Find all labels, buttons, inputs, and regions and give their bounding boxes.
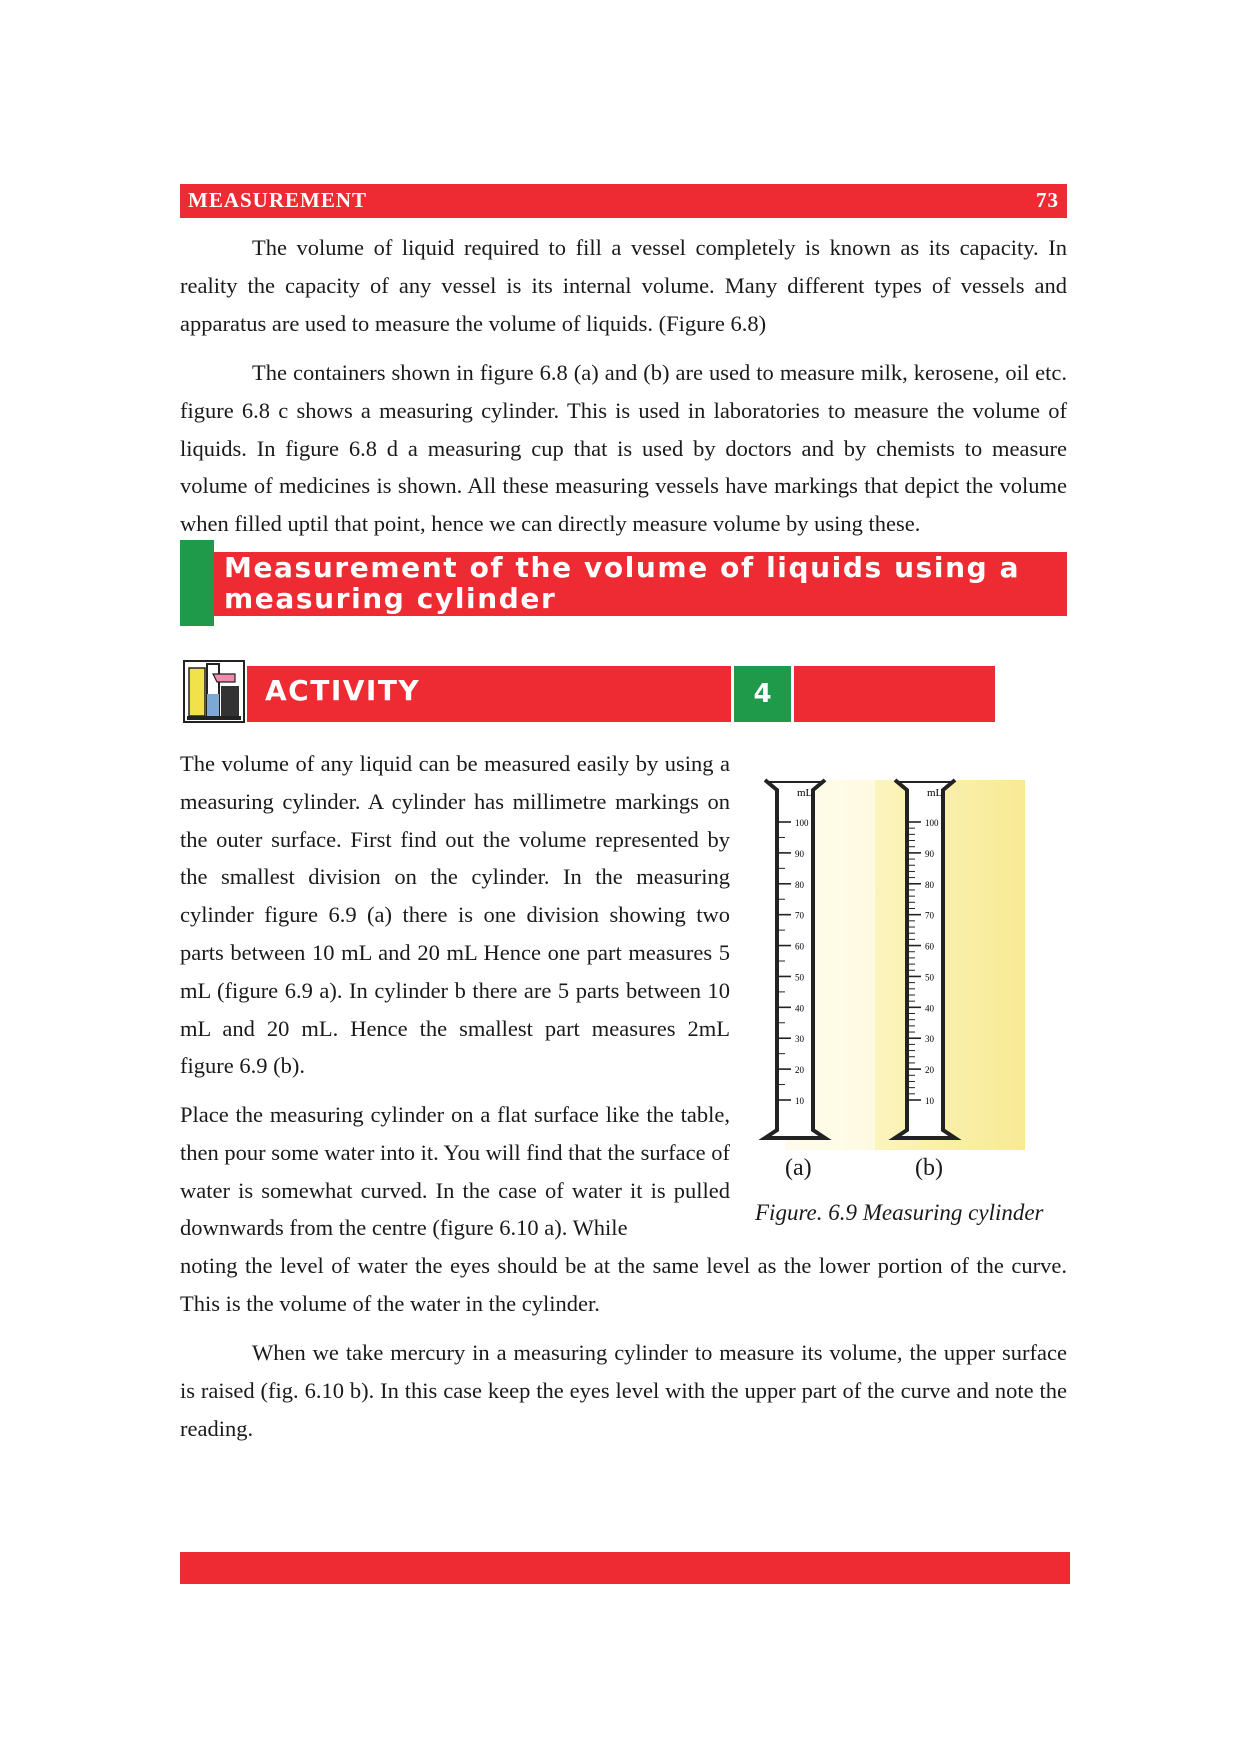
- paragraph-containers-text: The containers shown in figure 6.8 (a) and (b) are used to measure milk, kerosene, oil etc. figure 6.8 c shows a measuring cylinder. This is used in laboratories to measure the volume of liquids. In figure 6.8 d a measuring cup that is used by doctors and by chemists to measure volume of medicines is shown. All these measuring vessels have markings that depict the volume when filled uptil that point, hence we can directly measure volume by using these.: [180, 360, 1067, 537]
- tick-label: 50: [795, 972, 804, 983]
- tick-label: 80: [795, 879, 804, 890]
- unit-label: mL: [797, 787, 813, 799]
- paragraph-meniscus: [180, 1096, 730, 1247]
- paragraph-meniscus-continued: [180, 1247, 1067, 1323]
- tick-label: 60: [795, 941, 804, 952]
- activity-banner: [183, 660, 815, 723]
- tick-label: 20: [925, 1065, 934, 1076]
- tick-label: 10: [925, 1096, 934, 1106]
- tick-label: 80: [925, 879, 934, 890]
- section-heading: [180, 540, 1067, 626]
- tick-label: 30: [795, 1034, 804, 1045]
- paragraph-mercury: [180, 1334, 1067, 1447]
- paragraph-measuring-cylinder: [180, 745, 730, 1085]
- paragraph-meniscus-continued-text: noting the level of water the eyes should be at the same level as the lower portion of the curve. This is the volume of the water in the cylinder.: [180, 1253, 1067, 1316]
- tick-label: 30: [925, 1034, 934, 1045]
- lab-flask-icon: [183, 660, 245, 723]
- tick-label: 10: [795, 1096, 804, 1106]
- tick-label: 50: [925, 972, 934, 983]
- activity-number: 4: [734, 666, 791, 722]
- paragraph-meniscus-text: Place the measuring cylinder on a flat surface like the table, then pour some water into it. You will find that the surface of water is somewhat curved. In the case of water it is pulled downwards from the centre (figure 6.10 a). While: [180, 1102, 730, 1241]
- paragraph-capacity-text: The volume of liquid required to fill a vessel completely is known as its capacity. In reality the capacity of any vessel is its internal volume. Many different types of vessels and apparatus are used to measure the volume of liquids. (Figure 6.8): [180, 235, 1067, 336]
- page-header: [180, 184, 1067, 218]
- tick-label: 90: [925, 848, 934, 859]
- chapter-title: MEASUREMENT: [188, 188, 368, 212]
- page-footer-bar: [180, 1552, 1070, 1584]
- tick-label: 100: [795, 818, 809, 828]
- tick-label: 40: [925, 1003, 934, 1014]
- activity-label: ACTIVITY: [265, 674, 421, 707]
- section-title: Measurement of the volume of liquids using a measuring cylinder: [224, 551, 1021, 615]
- tick-label: 70: [795, 910, 804, 921]
- tick-label: 20: [795, 1065, 804, 1076]
- paragraph-containers: [180, 354, 1067, 543]
- tick-label: 60: [925, 941, 934, 952]
- figure-label-b: (b): [915, 1155, 943, 1181]
- tick-label: 70: [925, 910, 934, 921]
- tick-label: 100: [925, 818, 939, 828]
- activity-end-bar: [794, 666, 995, 722]
- measuring-cylinders-illustration: [745, 760, 1025, 1150]
- measuring-cylinder-figure: [745, 760, 1025, 1181]
- paragraph-capacity: [180, 229, 1067, 342]
- figure-label-a: (a): [785, 1155, 812, 1181]
- paragraph-mercury-text: When we take mercury in a measuring cylinder to measure its volume, the upper surface is raised (fig. 6.10 b). In this case keep the eyes level with the upper part of the curve and note the reading.: [180, 1340, 1067, 1441]
- section-green-marker: [180, 540, 214, 626]
- tick-label: 90: [795, 848, 804, 859]
- figure-caption: Figure. 6.9 Measuring cylinder: [755, 1200, 1044, 1225]
- page-number: 73: [1036, 188, 1059, 212]
- paragraph-measuring-cylinder-text: The volume of any liquid can be measured easily by using a measuring cylinder. A cylinder has millimetre markings on the outer surface. First find out the volume represented by the smallest division on the cylinder. In the measuring cylinder figure 6.9 (a) there is one division showing two parts between 10 mL and 20 mL Hence one part measures 5 mL (figure 6.9 a). In cylinder b there are 5 parts between 10 mL and 20 mL. Hence the smallest part measures 2mL figure 6.9 (b).: [180, 751, 730, 1079]
- unit-label: mL: [927, 787, 943, 799]
- tick-label: 40: [795, 1003, 804, 1014]
